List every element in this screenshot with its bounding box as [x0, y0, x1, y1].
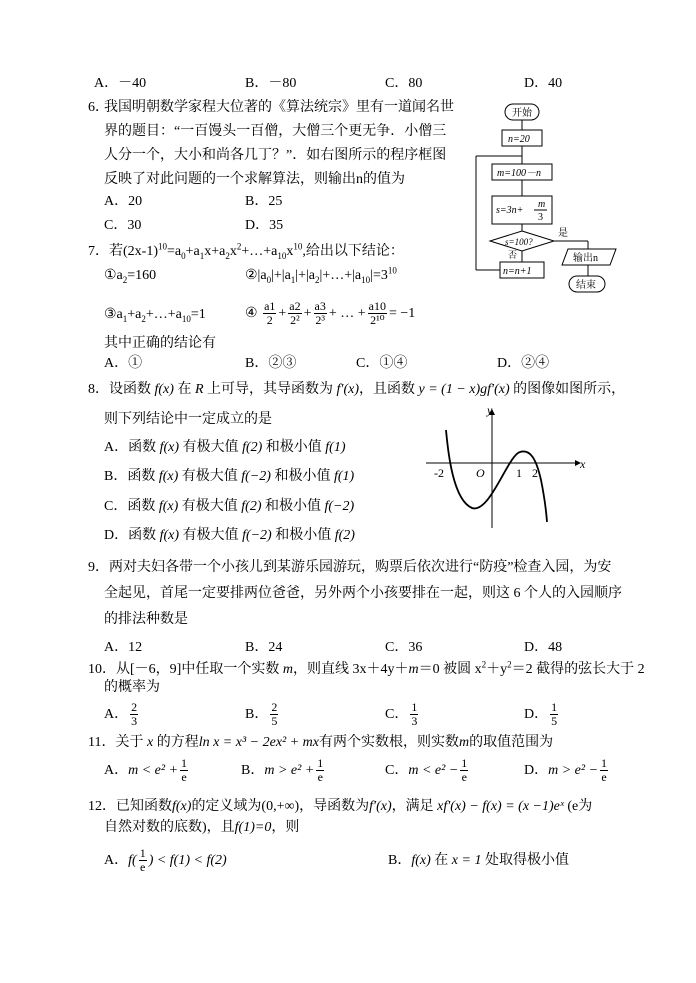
q12-option-a[interactable]: A．f( $\frac{1}{e}$ ) < f(1) < f(2)	[104, 846, 227, 875]
q10-line-2: 的概率为	[104, 680, 160, 695]
q11-option-b[interactable]: B．m > e² + $\frac{1}{e}$	[241, 756, 324, 785]
q6-option-d[interactable]: D．35	[245, 218, 284, 233]
q8-origin-label: O	[476, 466, 485, 480]
q9-option-a[interactable]: A．12	[104, 640, 143, 655]
flow-incr-label: n=n+1	[503, 266, 532, 277]
q6-option-c[interactable]: C．30	[104, 218, 142, 233]
q11-option-d[interactable]: D．m > e² − $\frac{1}{e}$	[524, 756, 608, 785]
q8-graph	[420, 400, 590, 532]
flowchart	[470, 98, 630, 298]
flow-end-label: 结束	[576, 280, 596, 291]
q7-conclusion-2: $②|a_0|+|a_1|+|a_2|+\dots+|a_{10}|=3^{10}$	[245, 265, 397, 285]
flow-start-label: 开始	[512, 108, 532, 119]
flow-init-label: n=20	[508, 134, 530, 145]
q11-option-c[interactable]: C．m < e² − $\frac{1}{e}$	[385, 756, 468, 785]
flow-m-label: m=100－n	[497, 168, 541, 179]
q7-conclusion-3: $③a_1+a_2+\dots+a_{10}=1$	[104, 307, 206, 324]
q6-line-1: 我国明朝数学家程大位著的《算法统宗》里有一道闻名世	[104, 100, 454, 115]
q6-line-2: 界的题目：“一百馒头一百僧，大僧三个更无争．小僧三	[104, 124, 447, 139]
q8-option-d[interactable]: D．函数 f(x) 有极大值 f(−2) 和极小值 f(2)	[104, 528, 355, 543]
q9-line-3: 的排法种数是	[104, 612, 188, 627]
q8-x-label: x	[580, 457, 586, 471]
q11-line-1: 11．关于 x 的方程ln x = x³ − 2ex² + mx有两个实数根，则实数m的取值范围为	[88, 735, 554, 750]
q8-option-b[interactable]: B．函数 f(x) 有极大值 f(−2) 和极小值 f(1)	[104, 469, 355, 484]
q9-line-2: 全起见，首尾一定要排两位爸爸，另外两个小孩要排在一起，则这 6 个人的入园顺序	[104, 586, 622, 601]
q12-line-2: 自然对数的底数)，且f(1)=0，则	[104, 820, 300, 835]
q7-option-d[interactable]: D．②④	[497, 356, 550, 371]
q7-option-c[interactable]: C．①④	[356, 356, 408, 371]
q9-option-d[interactable]: D．48	[524, 640, 563, 655]
flow-yes-label: 是	[558, 228, 568, 239]
q11-option-a[interactable]: A．m < e² + $\frac{1}{e}$	[104, 756, 188, 785]
flow-s-label: s=3n+	[496, 205, 524, 216]
q10-option-c[interactable]: C． $\frac{1}{3}$	[385, 700, 418, 729]
flow-cond-label: s=100?	[505, 237, 533, 247]
q7-stem: 7．若$(2x-1)^{10}=a_0+a_1x+a_2x^2+\dots+a_{10}x^{10}$,给出以下结论：	[88, 241, 404, 261]
q5-option-b[interactable]: B．－80	[245, 76, 297, 91]
q8-tick-2: 2	[532, 466, 538, 480]
flow-s-frac-num: m	[538, 199, 546, 210]
q8-tick-1: 1	[516, 466, 522, 480]
q9-line-1: 9．两对夫妇各带一个小孩儿到某游乐园游玩，购票后依次进行“防疫”检查入园，为安	[88, 560, 612, 575]
q8-option-a[interactable]: A．函数 f(x) 有极大值 f(2) 和极小值 f(1)	[104, 440, 346, 455]
q6-line-4: 反映了对此问题的一个求解算法，则输出n的值为	[104, 172, 405, 187]
q10-option-a[interactable]: A． $\frac{2}{3}$	[104, 700, 138, 729]
q8-option-c[interactable]: C．函数 f(x) 有极大值 f(2) 和极小值 f(−2)	[104, 499, 355, 514]
q10-option-d[interactable]: D． $\frac{1}{5}$	[524, 700, 558, 729]
q5-option-a[interactable]: A．－40	[94, 76, 147, 91]
q6-line-3: 人分一个，大小和尚各几丁？”．如右图所示的程序框图	[104, 148, 447, 163]
q6-option-a[interactable]: A．20	[104, 194, 143, 209]
flow-output-label: 输出n	[573, 253, 598, 264]
q7-conclusion-1: $①a_2=160$	[104, 268, 157, 285]
flow-no-label: 否	[508, 250, 518, 260]
q6-number: 6．	[88, 100, 109, 115]
q7-conclusion-4: ④ $\frac{a1}{2}$ + $\frac{a2}{\text{2²}}$ + $\frac{a3}{\text{2³}}$ + … + $\frac{a10}{\text{2¹⁰}}$ = −1	[245, 299, 416, 328]
q8-line-2: 则下列结论中一定成立的是	[104, 412, 272, 427]
q8-y-label: y	[487, 403, 493, 417]
q12-line-1: 12．已知函数f(x)的定义域为(0,+∞)，导函数为f′(x)，满足 xf′(x) − f(x) = (x −1)eˣ (e为	[88, 799, 593, 814]
q5-option-d[interactable]: D．40	[524, 76, 563, 91]
q12-option-b[interactable]: B．f(x) 在 x = 1 处取得极小值	[388, 853, 569, 868]
q6-option-b[interactable]: B．25	[245, 194, 283, 209]
q8-tick-neg2: -2	[434, 466, 444, 480]
q7-conclusion-prompt: 其中正确的结论有	[104, 336, 216, 351]
q10-option-b[interactable]: B． $\frac{2}{5}$	[245, 700, 278, 729]
q9-option-b[interactable]: B．24	[245, 640, 283, 655]
q8-line-1: 8．设函数 f(x) 在 R 上可导，其导函数为 f′(x)，且函数 y = (1 − x)gf′(x) 的图像如图所示，	[88, 382, 626, 397]
q10-line-1: 10．从[－6，9]中任取一个实数 m，则直线 3x＋4y＋m＝0 被圆 $x^2+y^2=2$ 截得的弦长大于 2	[88, 659, 645, 677]
flow-s-frac-den: 3	[538, 212, 543, 223]
q7-option-a[interactable]: A．①	[104, 356, 143, 371]
q5-option-c[interactable]: C．80	[385, 76, 423, 91]
q7-option-b[interactable]: B．②③	[245, 356, 297, 371]
q9-option-c[interactable]: C．36	[385, 640, 423, 655]
